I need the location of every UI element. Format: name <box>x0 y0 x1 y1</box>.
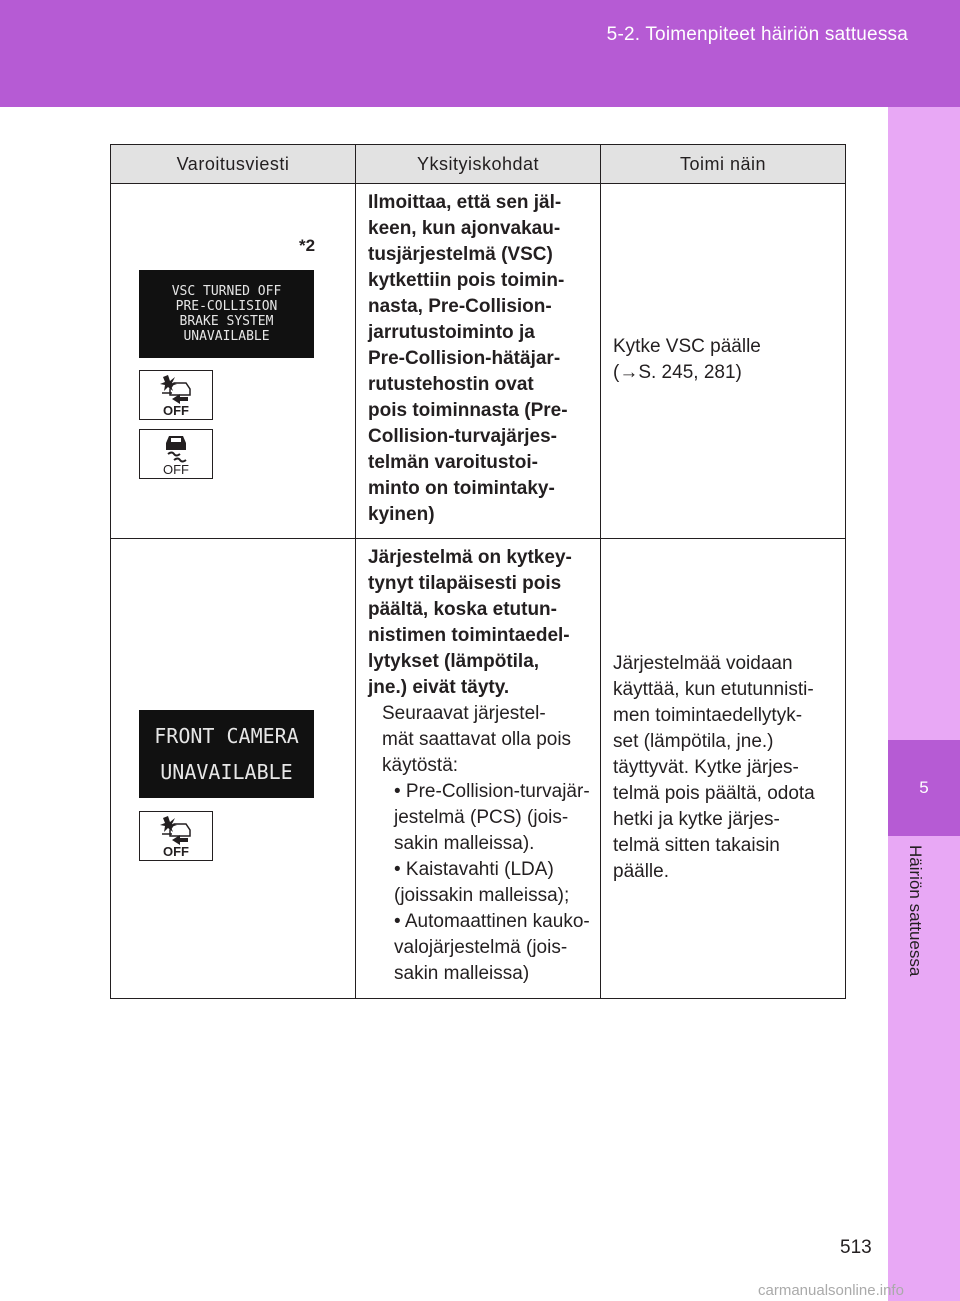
column-header: Toimi näin <box>601 145 846 184</box>
display-line: FRONT CAMERA <box>154 724 299 748</box>
side-tab <box>888 107 960 1301</box>
pcs-off-icon <box>139 811 213 861</box>
display-message <box>139 710 314 798</box>
detail-line: tynyt tilapäisesti pois <box>368 573 562 594</box>
action-line: käyttää, kun etutunnisti- <box>613 678 814 700</box>
detail-line: nasta, Pre-Collision- <box>368 296 552 317</box>
detail-line: minto on toimintaky- <box>368 478 555 499</box>
detail-line: rutustehostin ovat <box>368 374 534 395</box>
detail-line: Collision-turvajärjes- <box>368 426 557 447</box>
action-line: hetki ja kytke järjes- <box>613 808 780 830</box>
detail-line: jestelmä (PCS) (jois- <box>394 807 569 828</box>
column-header: Varoitusviesti <box>111 145 356 184</box>
details-cell <box>356 539 601 999</box>
detail-line: kyinen) <box>368 504 435 525</box>
table-row <box>111 539 846 999</box>
detail-line: • Pre-Collision-turvajär- <box>394 781 590 802</box>
list-item <box>382 779 592 857</box>
detail-line: keen, kun ajonvakau- <box>368 218 561 239</box>
display-line: UNAVAILABLE <box>183 329 270 344</box>
warning-table <box>110 144 846 999</box>
detail-line: (joissakin malleissa); <box>394 885 570 906</box>
detail-line: • Kaistavahti (LDA) <box>394 859 554 880</box>
detail-line: nistimen toimintaedel- <box>368 625 570 646</box>
action-line: telmä sitten takaisin <box>613 834 780 856</box>
pcs-off-icon <box>139 370 213 420</box>
page-reference: (→S. 245, 281) <box>613 362 742 383</box>
icon-label: OFF <box>163 462 189 477</box>
detail-line: Seuraavat järjestel- <box>382 703 546 724</box>
action-line: telmä pois päältä, odota <box>613 782 815 804</box>
icon-label: OFF <box>163 844 189 859</box>
table-header-row <box>111 145 846 184</box>
display-message <box>139 270 314 358</box>
detail-line: telmän varoitustoi- <box>368 452 538 473</box>
action-line: set (lämpötila, jne.) <box>613 730 774 752</box>
table-row <box>111 184 846 539</box>
icon-label: OFF <box>163 403 189 418</box>
footnote-marker: *2 <box>299 236 316 255</box>
action-line: päälle. <box>613 860 669 882</box>
display-line: UNAVAILABLE <box>160 760 293 784</box>
action-line: Kytke VSC päälle <box>613 336 761 357</box>
column-header: Yksityiskohdat <box>356 145 601 184</box>
section-title: 5-2. Toimenpiteet häiriön sattuessa <box>606 24 908 45</box>
detail-line: pois toiminnasta (Pre- <box>368 400 568 421</box>
detail-line: Pre-Collision-hätäjar- <box>368 348 561 369</box>
detail-line: Järjestelmä on kytkey- <box>368 547 572 568</box>
detail-line: • Automaattinen kauko- <box>394 911 590 932</box>
detail-line: päältä, koska etutun- <box>368 599 557 620</box>
action-cell <box>601 184 846 539</box>
header-bar <box>0 0 960 107</box>
action-line: täyttyvät. Kytke järjes- <box>613 756 799 778</box>
detail-line: lytykset (lämpötila, <box>368 651 540 672</box>
detail-line: jne.) eivät täyty. <box>368 677 510 698</box>
chapter-number: 5 <box>888 740 960 836</box>
action-line: Järjestelmää voidaan <box>613 652 793 674</box>
detail-line: mät saattavat olla pois <box>382 729 572 750</box>
vsc-off-icon <box>139 429 213 479</box>
detail-line: jarrutustoiminto ja <box>368 322 535 343</box>
list-item <box>382 857 592 909</box>
detail-line: sakin malleissa) <box>394 963 530 984</box>
detail-line: kytkettiin pois toimin- <box>368 270 565 291</box>
action-cell <box>601 539 846 999</box>
warning-message-cell <box>111 539 356 999</box>
list-item <box>382 909 592 987</box>
warning-message-cell <box>111 184 356 539</box>
display-line: PRE-COLLISION <box>175 299 278 314</box>
detail-line: käytöstä: <box>382 755 459 776</box>
watermark: carmanualsonline.info <box>758 1282 904 1299</box>
detail-line: valojärjestelmä (jois- <box>394 937 568 958</box>
page-number: 513 <box>840 1237 872 1258</box>
display-line: VSC TURNED OFF <box>171 284 282 299</box>
detail-line: tusjärjestelmä (VSC) <box>368 244 553 265</box>
details-cell <box>356 184 601 539</box>
detail-line: Ilmoittaa, että sen jäl- <box>368 192 562 213</box>
chapter-title: Häiriön sattuessa <box>906 845 925 977</box>
display-line: BRAKE SYSTEM <box>179 314 274 329</box>
action-line: men toimintaedellytyk- <box>613 704 803 726</box>
detail-line: sakin malleissa). <box>394 833 535 854</box>
